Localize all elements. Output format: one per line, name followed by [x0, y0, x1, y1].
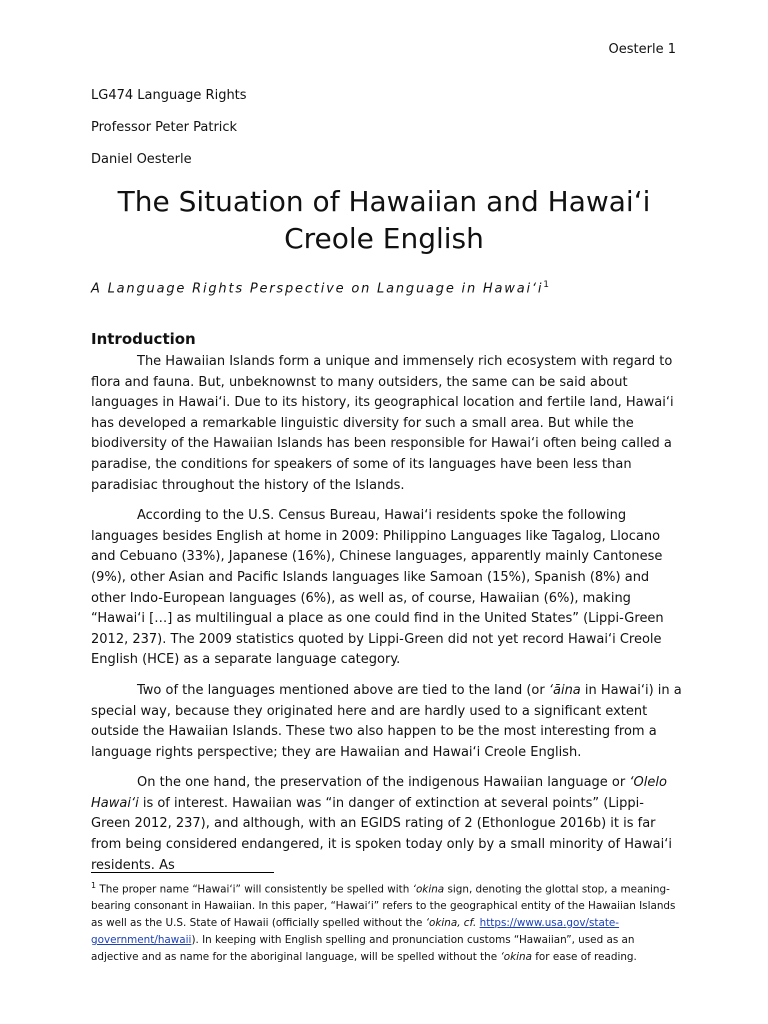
title-line-1: The Situation of Hawaiian and Hawai‘i [117, 185, 651, 218]
paragraph-4-italic: ‘Olelo Hawai‘i [91, 775, 667, 811]
paragraph-2: According to the U.S. Census Bureau, Hawai‘i residents spoke the following languages besides English at home in 2009: Philippino Languages like Tagalog, Llocano and Cebuano (33%), Japanese (16%), Chinese languages, apparently mainly Cantonese (9%), other Asian and Pacific Islands languages like Samoan (15%), Spanish (8%) and other Indo-European languages (6%), as well as, of course, Hawaiian (6%), making “Hawai‘i […] as multilingual a place as one could find in the United States” (Lippi-Green 2012, 237). The 2009 statistics quoted by Lippi-Green did not yet record Hawai‘i Creole English (HCE) as a separate language category. [91, 508, 664, 668]
paragraph-3-text-b: in Hawai‘i) in a special way, because they originated here and are hardly used to a significant extent outside the Hawaiian Islands. These two also happen to be the most interesting from a language rights perspective; they are Hawaiian and Hawai‘i Creole English. [91, 682, 682, 760]
footnote-mark: 1 [91, 881, 97, 890]
footnote-text-1: The proper name “Hawai‘i” will consistently be spelled with [96, 883, 413, 896]
body-text [91, 352, 683, 886]
paragraph-3-italic: ‘āina [548, 682, 581, 698]
subtitle-footnote-mark[interactable]: 1 [543, 280, 549, 290]
title-line-2: Creole English [284, 222, 484, 255]
footnote-text-4: ). In keeping with English spelling and pronunciation customs “Hawaiian”, used as an adjective and as name for the aboriginal language, will be spelled without the [91, 933, 635, 963]
section-heading: Introduction [91, 330, 196, 348]
document-title [60, 183, 708, 257]
paragraph-4-text-b: is of interest. Hawaiian was “in danger of extinction at several points” (Lippi-Green 2012, 237), and although, with an EGIDS rating of 2 (Ethonlogue 2016b) it is far from being considered endangered, it is spoken today only by a small minority of Hawai‘i residents. As [91, 795, 672, 873]
footnote-1 [91, 878, 681, 965]
footnote-text-2: sign, denoting the glottal stop, a meaning-bearing consonant in Hawaiian. In this paper, “Hawai‘i” refers to the geographical entity of the Hawaiian Islands as well as the U.S. State of Hawaii (officially spelled without the [91, 883, 676, 930]
subtitle-text: A Language Rights Perspective on Language in Hawai‘i [91, 281, 544, 297]
running-head: Oesterle 1 [608, 42, 676, 57]
paragraph-1: The Hawaiian Islands form a unique and immensely rich ecosystem with regard to flora and fauna. But, unbeknownst to many outsiders, the same can be said about languages in Hawai‘i. Due to its history, its geographical location and fertile land, Hawai‘i has developed a remarkable linguistic diversity for such a small area. But while the biodiversity of the Hawaiian Islands has been responsible for Hawai‘i often being called a paradise, the conditions for speakers of some of its languages have been less than paradisiac throughout the history of the Islands. [91, 354, 674, 493]
footnote-separator [91, 872, 274, 873]
paragraph-3-text-a: Two of the languages mentioned above are tied to the land (or [137, 682, 549, 698]
footnote-text-5: for ease of reading. [531, 950, 637, 963]
footnote-italic-3: ‘okina [500, 950, 532, 963]
footnote-italic-2: ‘okina, cf. [425, 917, 477, 930]
paragraph-3 [91, 681, 683, 763]
footnote-link[interactable]: https://www.usa.gov/state-government/hawaii [91, 917, 620, 946]
course-line: LG474 Language Rights [91, 88, 247, 103]
author-line: Daniel Oesterle [91, 152, 192, 167]
paragraph-4-text-a: On the one hand, the preservation of the indigenous Hawaiian language or [137, 775, 630, 791]
paragraph-4 [91, 773, 683, 876]
professor-line: Professor Peter Patrick [91, 120, 238, 135]
footnote-italic-1: ‘okina [412, 883, 445, 896]
document-subtitle [91, 280, 549, 296]
